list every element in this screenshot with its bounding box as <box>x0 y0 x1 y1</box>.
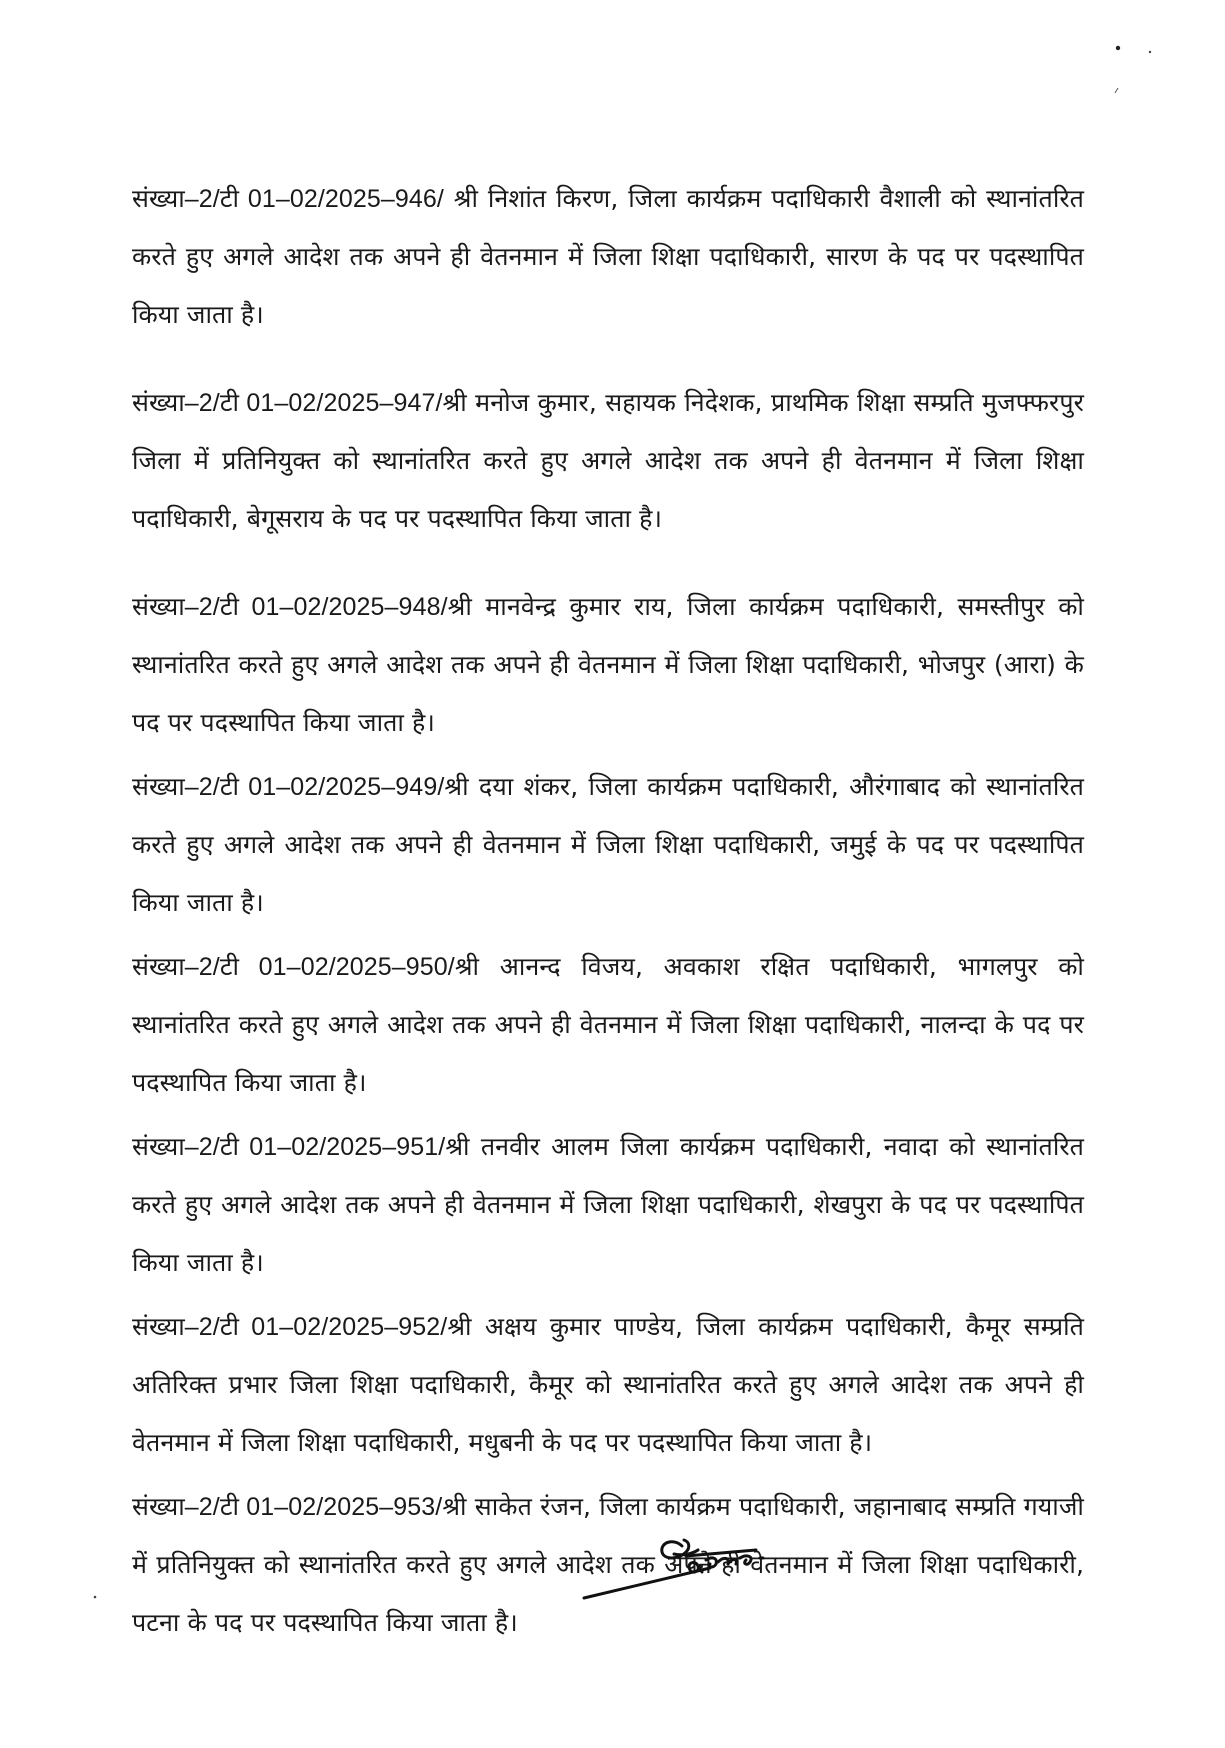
order-number: संख्या–2/टी 01–02/2025–952/ <box>132 1313 448 1341</box>
order-text: श्री मनोज कुमार, सहायक निदेशक, प्राथमिक शिक्षा सम्प्रति मुजफ्फरपुर जिला में प्रतिनियुक्त को स्थानांतरित करते हुए अगले आदेश तक अपने ही वेतनमान में जिला शिक्षा पदाधिकारी, बेगूसराय के पद पर पदस्थापित किया जाता है। <box>132 388 1084 533</box>
signature-image <box>578 1528 798 1608</box>
order-text: श्री साकेत रंजन, जिला कार्यक्रम पदाधिकारी, जहानाबाद सम्प्रति गयाजी में प्रतिनियुक्त को स्थानांतरित करते हुए अगले आदेश तक अपने ही वेतनमान में जिला शिक्षा पदाधिकारी, पटना के पद पर पदस्थापित किया जाता है। <box>132 1492 1084 1637</box>
order-951 <box>132 1118 1084 1292</box>
order-number: संख्या–2/टी 01–02/2025–953/ <box>132 1493 443 1521</box>
order-949 <box>132 758 1084 932</box>
order-text: श्री अक्षय कुमार पाण्डेय, जिला कार्यक्रम पदाधिकारी, कैमूर सम्प्रति अतिरिक्त प्रभार जिला शिक्षा पदाधिकारी, कैमूर को स्थानांतरित करते हुए अगले आदेश तक अपने ही वेतनमान में जिला शिक्षा पदाधिकारी, मधुबनी के पद पर पदस्थापित किया जाता है। <box>132 1312 1084 1457</box>
order-950 <box>132 938 1084 1112</box>
order-number: संख्या–2/टी 01–02/2025–946/ <box>132 185 444 213</box>
order-text: श्री मानवेन्द्र कुमार राय, जिला कार्यक्रम पदाधिकारी, समस्तीपुर को स्थानांतरित करते हुए अगले आदेश तक अपने ही वेतनमान में जिला शिक्षा पदाधिकारी, भोजपुर (आरा) के पद पर पदस्थापित किया जाता है। <box>132 592 1084 737</box>
order-number: संख्या–2/टी 01–02/2025–951/ <box>132 1133 446 1161</box>
order-952 <box>132 1298 1084 1472</box>
transfer-orders <box>132 170 1084 1652</box>
order-number: संख्या–2/टी 01–02/2025–948/ <box>132 593 448 621</box>
order-948 <box>132 578 1084 752</box>
order-946 <box>132 170 1084 344</box>
order-number: संख्या–2/टी 01–02/2025–947/ <box>132 389 443 417</box>
order-number: संख्या–2/टी 01–02/2025–950/ <box>132 953 455 981</box>
order-text: श्री निशांत किरण, जिला कार्यक्रम पदाधिकारी वैशाली को स्थानांतरित करते हुए अगले आदेश तक अपने ही वेतनमान में जिला शिक्षा पदाधिकारी, सारण के पद पर पदस्थापित किया जाता है। <box>132 184 1084 329</box>
order-text: श्री दया शंकर, जिला कार्यक्रम पदाधिकारी, औरंगाबाद को स्थानांतरित करते हुए अगले आदेश तक अपने ही वेतनमान में जिला शिक्षा पदाधिकारी, जमुई के पद पर पदस्थापित किया जाता है। <box>132 772 1084 917</box>
order-text: श्री आनन्द विजय, अवकाश रक्षित पदाधिकारी, भागलपुर को स्थानांतरित करते हुए अगले आदेश तक अपने ही वेतनमान में जिला शिक्षा पदाधिकारी, नालन्दा के पद पर पदस्थापित किया जाता है। <box>132 952 1085 1097</box>
order-text: श्री तनवीर आलम जिला कार्यक्रम पदाधिकारी, नवादा को स्थानांतरित करते हुए अगले आदेश तक अपने ही वेतनमान में जिला शिक्षा पदाधिकारी, शेखपुरा के पद पर पदस्थापित किया जाता है। <box>132 1132 1084 1277</box>
order-number: संख्या–2/टी 01–02/2025–949/ <box>132 773 445 801</box>
order-947 <box>132 374 1084 548</box>
